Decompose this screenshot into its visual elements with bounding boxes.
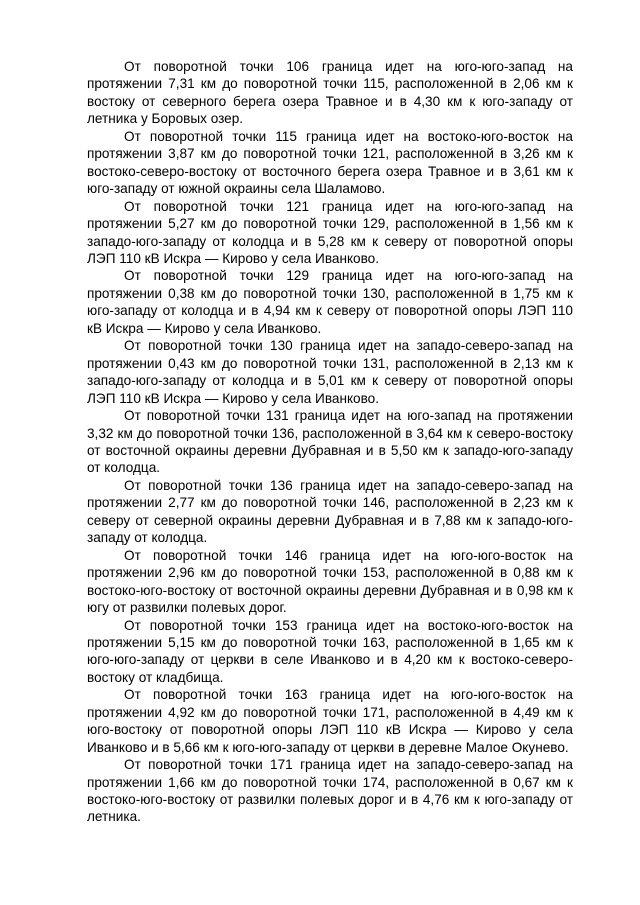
- paragraph-point-146: От поворотной точки 146 граница идет на юго-юго-восток на протяжении 2,96 км до поворотной точки 153, расположенной в 0,88 км к востоко-юго-востоку от восточной окраины деревни Дубравная и в 0,98 км к югу от развилки полевых дорог.: [87, 547, 573, 616]
- paragraph-point-171: От поворотной точки 171 граница идет на западо-северо-запад на протяжении 1,66 км до поворотной точки 174, расположенной в 0,67 км к востоко-юго-востоку от развилки полевых дорог и в 4,76 км к юго-западу от летника.: [87, 757, 573, 825]
- paragraph-point-121: От поворотной точки 121 граница идет на юго-юго-запад на протяжении 5,27 км до поворотной точки 129, расположенной в 1,56 км к западо-юго-западу от колодца и в 5,28 км к северу от поворотной опоры ЛЭП 110 кВ Искра — Кирово у села Иванково.: [87, 198, 573, 266]
- paragraph-point-131: От поворотной точки 131 граница идет на юго-запад на протяжении 3,32 км до поворотной точки 136, расположенной в 3,64 км к северо-востоку от восточной окраины деревни Дубравная и в 5,50 км к западо-юго-западу от колодца.: [87, 408, 573, 476]
- paragraph-point-130: От поворотной точки 130 граница идет на западо-северо-запад на протяжении 0,43 км до поворотной точки 131, расположенной в 2,13 км к западо-юго-западу от колодца и в 5,01 км к северу от поворотной опоры ЛЭП 110 кВ Искра — Кирово у села Иванково.: [87, 338, 573, 406]
- paragraph-point-106: От поворотной точки 106 граница идет на юго-юго-запад на протяжении 7,31 км до поворотной точки 115, расположенной в 2,06 км к востоку от северного берега озера Травное и в 4,30 км к юго-западу от летника у Боровых озер.: [87, 59, 573, 127]
- document-page: [87, 58, 573, 826]
- paragraph-point-153: От поворотной точки 153 граница идет на востоко-юго-восток на протяжении 5,15 км до поворотной точки 163, расположенной в 1,65 км к юго-юго-западу от церкви в селе Иванково и в 4,20 км к востоко-северо-востоку от кладбища.: [87, 617, 573, 685]
- paragraph-point-136: От поворотной точки 136 граница идет на западо-северо-запад на протяжении 2,77 км до поворотной точки 146, расположенной в 2,23 км к северу от северной окраины деревни Дубравная и в 7,88 км к западо-юго-западу от колодца.: [87, 477, 573, 546]
- paragraph-point-163: От поворотной точки 163 граница идет на юго-юго-восток на протяжении 4,92 км до поворотной точки 171, расположенной в 4,49 км к юго-востоку от поворотной опоры ЛЭП 110 кВ Искра — Кирово у села Иванково и в 5,66 км к юго-юго-западу от церкви в деревне Малое Окунево.: [87, 687, 573, 755]
- paragraph-point-129: От поворотной точки 129 граница идет на юго-юго-запад на протяжении 0,38 км до поворотной точки 130, расположенной в 1,75 км к юго-западу от колодца и в 4,94 км к северу от поворотной опоры ЛЭП 110 кВ Искра — Кирово у села Иванково.: [87, 268, 573, 336]
- paragraph-point-115: От поворотной точки 115 граница идет на востоко-юго-восток на протяжении 3,87 км до поворотной точки 121, расположенной в 3,26 км к востоко-северо-востоку от восточного берега озера Травное и в 3,61 км к юго-западу от южной окраины села Шаламово.: [87, 128, 573, 197]
